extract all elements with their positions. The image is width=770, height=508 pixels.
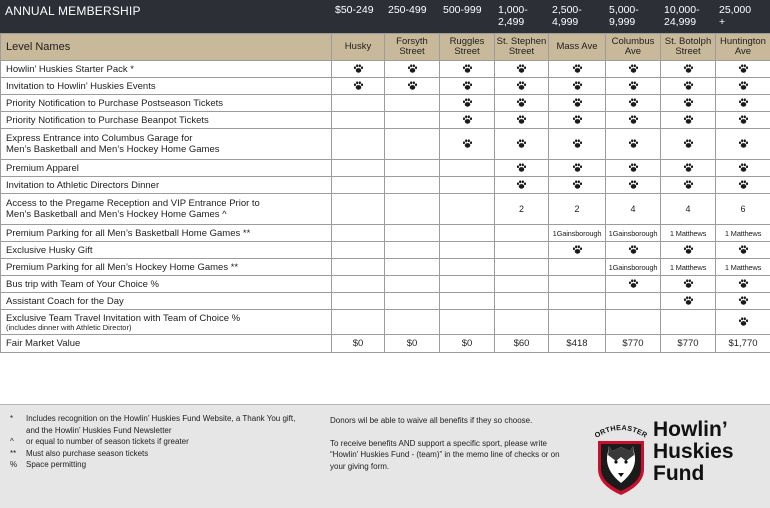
benefit-empty-cell <box>332 160 385 177</box>
benefit-included-cell <box>661 242 716 259</box>
donation-range-line: 25,000 <box>719 4 751 16</box>
benefit-row <box>1 95 770 112</box>
level-name <box>332 34 385 61</box>
level-name <box>549 34 606 61</box>
benefit-name <box>1 160 332 177</box>
paw-icon <box>516 162 527 173</box>
howlin-huskies-fund-logo <box>590 417 765 497</box>
level-name-line: St. Stephen <box>495 37 548 48</box>
paw-icon <box>572 97 583 108</box>
donation-range-line: 9,999 <box>609 16 639 28</box>
donation-range <box>388 4 427 16</box>
paw-icon <box>738 295 749 306</box>
benefit-empty-cell <box>385 95 440 112</box>
benefit-included-cell <box>332 78 385 95</box>
benefit-included-cell <box>606 78 661 95</box>
paw-icon <box>462 97 473 108</box>
paw-icon <box>683 63 694 74</box>
level-name-line: Ruggles <box>440 37 494 48</box>
donation-range <box>443 4 482 16</box>
paw-icon <box>516 179 527 190</box>
benefit-name <box>1 61 332 78</box>
paw-icon <box>572 114 583 125</box>
paw-icon <box>407 80 418 91</box>
paw-icon <box>516 80 527 91</box>
footnote <box>10 448 310 460</box>
fund-wordmark <box>653 419 734 485</box>
benefit-included-cell <box>716 310 770 335</box>
benefit-empty-cell <box>385 242 440 259</box>
benefit-included-cell <box>661 78 716 95</box>
fair-market-value-label: Fair Market Value <box>1 335 332 353</box>
benefit-name-line: Men’s Basketball and Men’s Hockey Home Games <box>6 144 331 155</box>
benefit-empty-cell <box>549 259 606 276</box>
paw-icon <box>516 114 527 125</box>
benefit-included-cell <box>549 177 606 194</box>
benefit-included-cell <box>495 78 549 95</box>
benefit-included-cell <box>385 61 440 78</box>
benefit-empty-cell <box>332 242 385 259</box>
benefit-row <box>1 242 770 259</box>
fair-market-value: $0 <box>440 335 495 353</box>
header-bar <box>0 0 770 33</box>
benefit-included-cell <box>549 61 606 78</box>
benefit-included-cell <box>495 129 549 160</box>
benefit-empty-cell <box>385 293 440 310</box>
benefit-included-cell <box>440 78 495 95</box>
paw-icon <box>628 278 639 289</box>
level-name-line: Ave <box>606 47 660 58</box>
benefit-included-cell <box>606 112 661 129</box>
benefit-included-cell <box>495 95 549 112</box>
level-name <box>716 34 770 61</box>
paw-icon <box>738 138 749 149</box>
footnote-symbol: % <box>10 459 26 471</box>
paw-icon <box>628 244 639 255</box>
benefit-included-cell <box>495 112 549 129</box>
benefit-included-cell <box>549 242 606 259</box>
benefit-empty-cell <box>332 129 385 160</box>
benefit-included-cell <box>495 177 549 194</box>
wordmark-line: Fund <box>653 463 734 485</box>
paw-icon <box>628 162 639 173</box>
benefit-included-cell <box>440 129 495 160</box>
benefit-included-cell <box>716 112 770 129</box>
benefit-row <box>1 225 770 242</box>
paw-icon <box>462 80 473 91</box>
benefit-name <box>1 112 332 129</box>
benefit-empty-cell <box>440 160 495 177</box>
husky-shield-logo <box>590 417 652 497</box>
benefit-included-cell <box>716 177 770 194</box>
benefit-included-cell <box>549 95 606 112</box>
donors-note: Donors wil be able to waive all benefits if they so choose. <box>330 415 570 427</box>
benefit-empty-cell <box>332 177 385 194</box>
benefit-value-cell: 1Gainsborough <box>606 225 661 242</box>
paw-icon <box>683 97 694 108</box>
level-name-line: Street <box>440 47 494 58</box>
benefit-name-line: Priority Notification to Purchase Beanpot Tickets <box>6 115 331 126</box>
footnote-symbol: * <box>10 413 26 436</box>
paw-icon <box>516 63 527 74</box>
footnote-text: Includes recognition on the Howlin’ Huskies Fund Website, a Thank You gift, and the Howlin’ Huskies Fund Newsletter <box>26 413 310 436</box>
paw-icon <box>683 278 694 289</box>
paw-icon <box>738 316 749 327</box>
benefit-empty-cell <box>606 293 661 310</box>
benefit-included-cell <box>716 160 770 177</box>
benefit-included-cell <box>549 112 606 129</box>
benefit-included-cell <box>332 61 385 78</box>
benefit-row <box>1 160 770 177</box>
benefit-included-cell <box>549 160 606 177</box>
donation-range-line: 500-999 <box>443 4 482 16</box>
benefit-name <box>1 310 332 335</box>
benefit-name <box>1 259 332 276</box>
benefit-name-line: Invitation to Howlin’ Huskies Events <box>6 81 331 92</box>
benefit-empty-cell <box>332 95 385 112</box>
donation-range-line: $50-249 <box>335 4 374 16</box>
benefit-empty-cell <box>332 276 385 293</box>
benefit-empty-cell <box>440 276 495 293</box>
benefit-value-cell: 1 Matthews <box>716 259 770 276</box>
benefit-row <box>1 310 770 335</box>
benefit-empty-cell <box>495 293 549 310</box>
benefit-empty-cell <box>332 225 385 242</box>
donation-range-line: 10,000- <box>664 4 700 16</box>
level-name <box>385 34 440 61</box>
benefit-empty-cell <box>549 310 606 335</box>
donation-range <box>335 4 374 16</box>
benefit-empty-cell <box>385 225 440 242</box>
benefit-name-line: Express Entrance into Columbus Garage for <box>6 133 331 144</box>
benefit-empty-cell <box>495 276 549 293</box>
level-name <box>495 34 549 61</box>
level-names-label: Level Names <box>1 34 332 61</box>
benefit-included-cell <box>495 61 549 78</box>
level-name-line: Huntington <box>716 37 770 48</box>
benefit-included-cell <box>606 276 661 293</box>
giving-notes <box>330 415 570 483</box>
benefit-value-cell: 1 Matthews <box>716 225 770 242</box>
benefit-value-cell: 1 Matthews <box>661 259 716 276</box>
fair-market-value: $0 <box>332 335 385 353</box>
benefit-name <box>1 225 332 242</box>
benefit-name <box>1 78 332 95</box>
benefit-empty-cell <box>495 310 549 335</box>
footnote <box>10 413 310 436</box>
paw-icon <box>353 63 364 74</box>
benefit-empty-cell <box>440 310 495 335</box>
donation-range <box>609 4 639 28</box>
footnote-text: Must also purchase season tickets <box>26 448 148 460</box>
benefit-included-cell <box>661 177 716 194</box>
benefit-included-cell <box>661 276 716 293</box>
benefit-empty-cell <box>385 112 440 129</box>
paw-icon <box>738 97 749 108</box>
paw-icon <box>572 179 583 190</box>
benefit-value-cell: 4 <box>606 194 661 225</box>
benefit-row <box>1 259 770 276</box>
paw-icon <box>683 244 694 255</box>
benefit-value-cell: 2 <box>495 194 549 225</box>
benefit-empty-cell <box>549 276 606 293</box>
benefit-empty-cell <box>332 293 385 310</box>
level-name-line: Columbus <box>606 37 660 48</box>
benefit-empty-cell <box>661 310 716 335</box>
benefit-empty-cell <box>385 129 440 160</box>
benefit-included-cell <box>716 293 770 310</box>
benefit-row <box>1 61 770 78</box>
footnote-text: or equal to number of season tickets if greater <box>26 436 189 448</box>
level-name-line: Street <box>385 47 439 58</box>
benefit-included-cell <box>716 129 770 160</box>
benefit-empty-cell <box>332 310 385 335</box>
benefit-included-cell <box>661 95 716 112</box>
fair-market-value: $0 <box>385 335 440 353</box>
paw-icon <box>683 114 694 125</box>
footnote-text: Space permitting <box>26 459 86 471</box>
level-name-line: Street <box>661 47 715 58</box>
sport-note: To receive benefits AND support a specific sport, please write “Howlin’ Huskies Fund - (team)” in the memo line of checks or on your giving form. <box>330 438 570 473</box>
level-name-line: Mass Ave <box>549 42 605 53</box>
donation-range-line: 4,999 <box>552 16 582 28</box>
benefit-empty-cell <box>385 160 440 177</box>
benefit-empty-cell <box>332 112 385 129</box>
benefit-included-cell <box>716 242 770 259</box>
benefit-empty-cell <box>385 177 440 194</box>
paw-icon <box>516 138 527 149</box>
paw-icon <box>683 138 694 149</box>
paw-icon <box>738 80 749 91</box>
benefit-empty-cell <box>385 276 440 293</box>
benefit-name-line: Invitation to Athletic Directors Dinner <box>6 180 331 191</box>
benefit-empty-cell <box>332 194 385 225</box>
footnote <box>10 459 310 471</box>
benefit-empty-cell <box>495 225 549 242</box>
benefit-name <box>1 242 332 259</box>
wordmark-line: Howlin’ <box>653 419 734 441</box>
paw-icon <box>628 97 639 108</box>
fair-market-value: $770 <box>661 335 716 353</box>
benefit-name-line: Exclusive Husky Gift <box>6 245 331 256</box>
benefit-included-cell <box>661 112 716 129</box>
benefit-empty-cell <box>440 259 495 276</box>
paw-icon <box>462 138 473 149</box>
benefit-name-line: Access to the Pregame Reception and VIP Entrance Prior to <box>6 198 331 209</box>
benefit-empty-cell <box>606 310 661 335</box>
level-name-line: St. Botolph <box>661 37 715 48</box>
benefit-row <box>1 129 770 160</box>
benefit-included-cell <box>549 129 606 160</box>
benefit-name <box>1 95 332 112</box>
benefit-included-cell <box>606 177 661 194</box>
benefit-empty-cell <box>495 242 549 259</box>
benefit-name <box>1 129 332 160</box>
donation-range <box>498 4 528 28</box>
benefit-row <box>1 276 770 293</box>
level-name-line: Street <box>495 47 548 58</box>
header-title: ANNUAL MEMBERSHIP <box>5 4 141 18</box>
benefit-included-cell <box>495 160 549 177</box>
benefit-included-cell <box>385 78 440 95</box>
paw-icon <box>628 179 639 190</box>
paw-icon <box>738 114 749 125</box>
benefit-included-cell <box>549 78 606 95</box>
benefit-included-cell <box>661 129 716 160</box>
fair-market-value: $1,770 <box>716 335 770 353</box>
benefit-empty-cell <box>385 194 440 225</box>
benefits-table <box>0 33 770 353</box>
benefit-included-cell <box>716 61 770 78</box>
level-name <box>440 34 495 61</box>
benefit-included-cell <box>440 112 495 129</box>
footnote-symbol: ^ <box>10 436 26 448</box>
paw-icon <box>683 295 694 306</box>
level-name-line: Forsyth <box>385 37 439 48</box>
paw-icon <box>572 244 583 255</box>
level-name <box>661 34 716 61</box>
level-name-line: Husky <box>332 42 384 53</box>
benefit-empty-cell <box>549 293 606 310</box>
benefit-row <box>1 194 770 225</box>
paw-icon <box>572 80 583 91</box>
paw-icon <box>572 63 583 74</box>
benefit-value-cell: 1Gainsborough <box>549 225 606 242</box>
benefit-empty-cell <box>385 310 440 335</box>
benefit-name-line: Men’s Basketball and Men’s Hockey Home Games ^ <box>6 209 331 220</box>
benefit-name-line: Howlin’ Huskies Starter Pack * <box>6 64 331 75</box>
benefit-subnote: (includes dinner with Athletic Director) <box>6 324 331 332</box>
benefit-empty-cell <box>440 194 495 225</box>
donation-range-line: 1,000- <box>498 4 528 16</box>
benefit-value-cell: 2 <box>549 194 606 225</box>
paw-icon <box>628 63 639 74</box>
paw-icon <box>683 162 694 173</box>
benefit-empty-cell <box>440 177 495 194</box>
benefit-row <box>1 78 770 95</box>
benefit-name-line: Bus trip with Team of Your Choice % <box>6 279 331 290</box>
benefit-name <box>1 293 332 310</box>
benefit-included-cell <box>661 293 716 310</box>
svg-text:NORTHEASTERN: ORTHEASTER <box>590 417 650 440</box>
donation-range-line: 24,999 <box>664 16 700 28</box>
paw-icon <box>628 80 639 91</box>
benefit-included-cell <box>440 61 495 78</box>
footnote-symbol: ** <box>10 448 26 460</box>
wordmark-line: Huskies <box>653 441 734 463</box>
benefit-empty-cell <box>440 293 495 310</box>
level-name-line: Ave <box>716 47 770 58</box>
benefit-included-cell <box>606 160 661 177</box>
benefit-name-line: Premium Parking for all Men’s Basketball Home Games ** <box>6 228 331 239</box>
benefit-empty-cell <box>332 259 385 276</box>
benefit-name <box>1 177 332 194</box>
paw-icon <box>462 114 473 125</box>
benefit-empty-cell <box>385 259 440 276</box>
benefit-included-cell <box>716 78 770 95</box>
paw-icon <box>738 179 749 190</box>
level-names-row <box>1 34 770 61</box>
benefit-row <box>1 112 770 129</box>
donation-range <box>664 4 700 28</box>
benefit-included-cell <box>606 95 661 112</box>
benefit-included-cell <box>716 95 770 112</box>
benefit-row <box>1 177 770 194</box>
paw-icon <box>738 244 749 255</box>
benefit-included-cell <box>606 129 661 160</box>
fair-market-value: $770 <box>606 335 661 353</box>
benefit-name <box>1 276 332 293</box>
benefit-value-cell: 1Gainsborough <box>606 259 661 276</box>
benefit-included-cell <box>716 276 770 293</box>
benefit-name-line: Assistant Coach for the Day <box>6 296 331 307</box>
donation-range-line: 5,000- <box>609 4 639 16</box>
paw-icon <box>738 162 749 173</box>
benefit-included-cell <box>606 242 661 259</box>
donation-range <box>719 4 751 28</box>
benefit-value-cell: 6 <box>716 194 770 225</box>
paw-icon <box>738 278 749 289</box>
footnote <box>10 436 310 448</box>
benefit-row <box>1 293 770 310</box>
fair-market-value-row <box>1 335 770 353</box>
paw-icon <box>738 63 749 74</box>
donation-range-line: 2,500- <box>552 4 582 16</box>
paw-icon <box>628 114 639 125</box>
benefit-value-cell: 4 <box>661 194 716 225</box>
donation-range-line: + <box>719 16 751 28</box>
paw-icon <box>683 80 694 91</box>
paw-icon <box>407 63 418 74</box>
paw-icon <box>683 179 694 190</box>
benefit-included-cell <box>606 61 661 78</box>
benefit-empty-cell <box>495 259 549 276</box>
footer <box>0 404 770 508</box>
footnotes <box>10 413 310 471</box>
donation-range-line: 250-499 <box>388 4 427 16</box>
benefit-name-line: Priority Notification to Purchase Postseason Tickets <box>6 98 331 109</box>
benefit-empty-cell <box>440 242 495 259</box>
benefit-included-cell <box>661 61 716 78</box>
benefit-included-cell <box>661 160 716 177</box>
benefit-name-line: Premium Parking for all Men’s Hockey Home Games ** <box>6 262 331 273</box>
donation-range <box>552 4 582 28</box>
paw-icon <box>462 63 473 74</box>
fair-market-value: $418 <box>549 335 606 353</box>
fair-market-value: $60 <box>495 335 549 353</box>
level-name <box>606 34 661 61</box>
paw-icon <box>572 162 583 173</box>
paw-icon <box>516 97 527 108</box>
benefit-included-cell <box>440 95 495 112</box>
paw-icon <box>353 80 364 91</box>
donation-range-line: 2,499 <box>498 16 528 28</box>
benefit-name-line: Premium Apparel <box>6 163 331 174</box>
benefit-name-line: Exclusive Team Travel Invitation with Team of Choice % <box>6 313 331 324</box>
paw-icon <box>628 138 639 149</box>
benefit-empty-cell <box>440 225 495 242</box>
benefit-name <box>1 194 332 225</box>
paw-icon <box>572 138 583 149</box>
benefit-value-cell: 1 Matthews <box>661 225 716 242</box>
